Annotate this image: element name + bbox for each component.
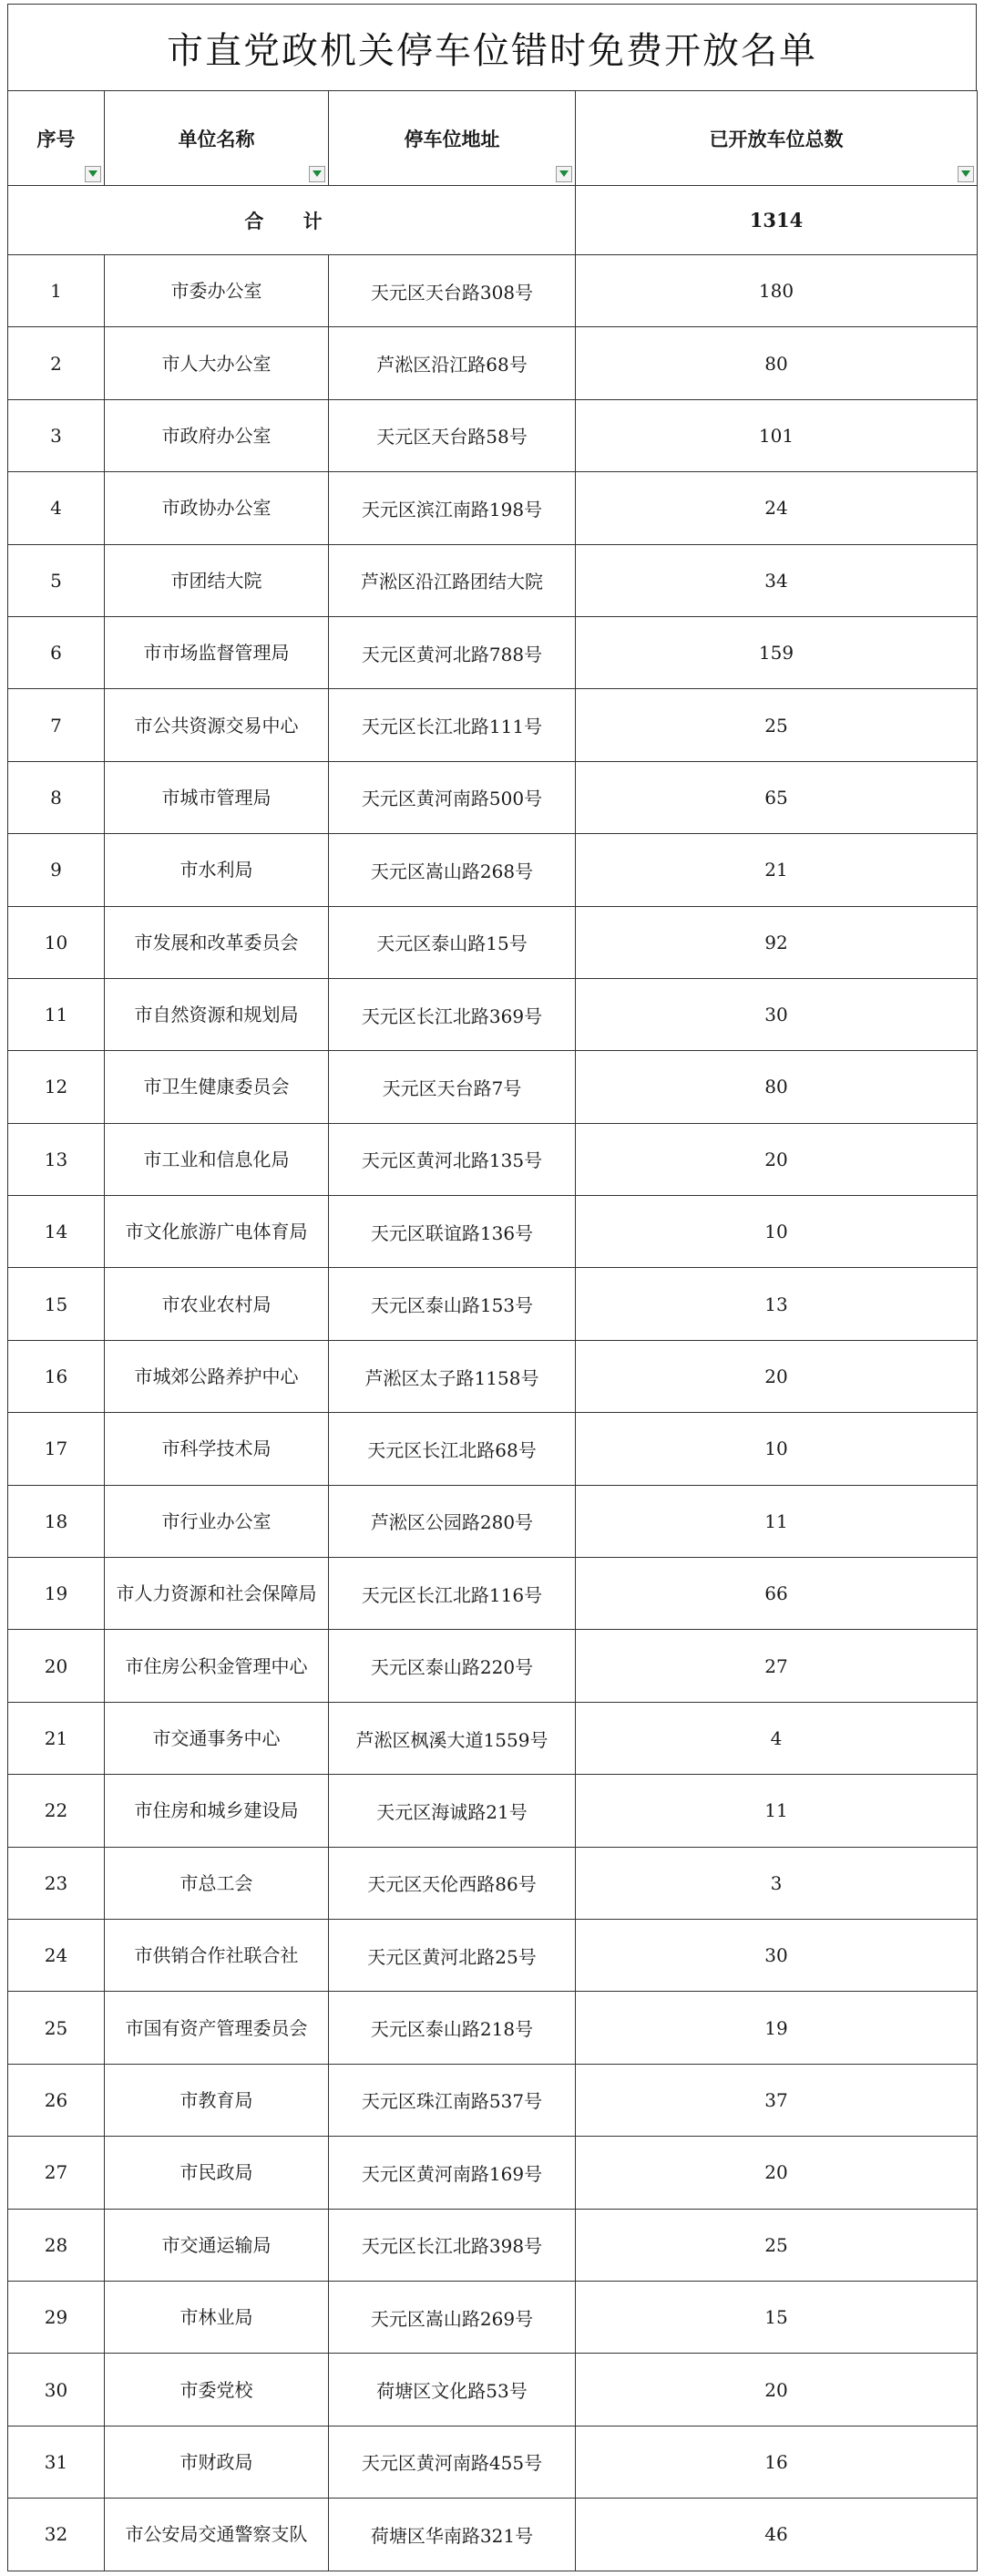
row-address: 天元区长江北路111号: [329, 689, 576, 761]
row-address: 天元区天伦西路86号: [329, 1847, 576, 1919]
row-unit: 市团结大院: [105, 544, 329, 616]
row-index: 29: [8, 2281, 105, 2353]
row-index: 1: [8, 255, 105, 327]
row-index: 10: [8, 906, 105, 978]
table-row: [8, 544, 978, 616]
header-total: [576, 91, 978, 186]
table-row: [8, 1413, 978, 1485]
header-address: [329, 91, 576, 186]
row-count: 30: [576, 1919, 978, 1991]
row-count: 180: [576, 255, 978, 327]
row-count: 10: [576, 1413, 978, 1485]
row-unit: 市住房和城乡建设局: [105, 1775, 329, 1847]
table-row: [8, 1775, 978, 1847]
row-unit: 市行业办公室: [105, 1485, 329, 1557]
row-unit: 市公共资源交易中心: [105, 689, 329, 761]
row-unit: 市住房公积金管理中心: [105, 1630, 329, 1702]
row-address: 天元区长江北路398号: [329, 2209, 576, 2281]
row-unit: 市政协办公室: [105, 472, 329, 544]
table-row: [8, 2064, 978, 2136]
row-index: 8: [8, 761, 105, 833]
table-row: [8, 1485, 978, 1557]
table-row: [8, 255, 978, 327]
table-row: [8, 2137, 978, 2209]
row-unit: 市交通运输局: [105, 2209, 329, 2281]
row-address: 芦淞区公园路280号: [329, 1485, 576, 1557]
row-address: 荷塘区华南路321号: [329, 2499, 576, 2571]
row-unit: 市科学技术局: [105, 1413, 329, 1485]
table-row: [8, 1702, 978, 1774]
row-index: 23: [8, 1847, 105, 1919]
header-unit-label: 单位名称: [178, 127, 255, 150]
row-index: 28: [8, 2209, 105, 2281]
row-address: 芦淞区枫溪大道1559号: [329, 1702, 576, 1774]
row-count: 11: [576, 1775, 978, 1847]
row-address: 天元区长江北路68号: [329, 1413, 576, 1485]
row-index: 9: [8, 834, 105, 906]
row-count: 25: [576, 689, 978, 761]
row-count: 101: [576, 399, 978, 471]
row-index: 15: [8, 1268, 105, 1340]
filter-dropdown-icon[interactable]: [309, 166, 325, 182]
row-index: 4: [8, 472, 105, 544]
row-count: 92: [576, 906, 978, 978]
table-row: [8, 834, 978, 906]
row-index: 5: [8, 544, 105, 616]
table-row: [8, 2499, 978, 2571]
row-address: 天元区黄河北路135号: [329, 1123, 576, 1195]
row-unit: 市水利局: [105, 834, 329, 906]
page-title: 市直党政机关停车位错时免费开放名单: [7, 4, 977, 90]
row-count: 24: [576, 472, 978, 544]
row-address: 芦淞区太子路1158号: [329, 1340, 576, 1412]
row-count: 16: [576, 2426, 978, 2498]
header-index: [8, 91, 105, 186]
row-address: 天元区泰山路15号: [329, 906, 576, 978]
row-count: 21: [576, 834, 978, 906]
row-index: 6: [8, 616, 105, 688]
row-index: 16: [8, 1340, 105, 1412]
row-index: 26: [8, 2064, 105, 2136]
filter-dropdown-icon[interactable]: [556, 166, 572, 182]
header-address-label: 停车位地址: [404, 127, 500, 150]
row-unit: 市文化旅游广电体育局: [105, 1196, 329, 1268]
row-count: 19: [576, 1992, 978, 2064]
row-address: 天元区珠江南路537号: [329, 2064, 576, 2136]
total-row: [8, 186, 978, 255]
row-address: 天元区天台路308号: [329, 255, 576, 327]
row-address: 天元区黄河北路788号: [329, 616, 576, 688]
row-count: 46: [576, 2499, 978, 2571]
filter-dropdown-icon[interactable]: [958, 166, 974, 182]
filter-dropdown-icon[interactable]: [85, 166, 101, 182]
row-unit: 市交通事务中心: [105, 1702, 329, 1774]
row-address: 天元区天台路58号: [329, 399, 576, 471]
row-count: 65: [576, 761, 978, 833]
row-unit: 市委办公室: [105, 255, 329, 327]
table-row: [8, 978, 978, 1050]
row-count: 20: [576, 1340, 978, 1412]
table-row: [8, 1123, 978, 1195]
header-index-label: 序号: [36, 127, 76, 150]
total-label: 合 计: [8, 186, 576, 255]
row-address: 天元区黄河北路25号: [329, 1919, 576, 1991]
row-index: 25: [8, 1992, 105, 2064]
row-count: 80: [576, 1051, 978, 1123]
row-count: 27: [576, 1630, 978, 1702]
row-index: 7: [8, 689, 105, 761]
row-index: 18: [8, 1485, 105, 1557]
row-index: 12: [8, 1051, 105, 1123]
table-row: [8, 399, 978, 471]
row-unit: 市城市管理局: [105, 761, 329, 833]
row-address: 天元区滨江南路198号: [329, 472, 576, 544]
row-address: 天元区天台路7号: [329, 1051, 576, 1123]
row-index: 20: [8, 1630, 105, 1702]
table-row: [8, 616, 978, 688]
row-index: 17: [8, 1413, 105, 1485]
row-index: 2: [8, 327, 105, 399]
row-address: 天元区泰山路220号: [329, 1630, 576, 1702]
row-count: 159: [576, 616, 978, 688]
row-count: 11: [576, 1485, 978, 1557]
row-count: 30: [576, 978, 978, 1050]
row-unit: 市总工会: [105, 1847, 329, 1919]
row-unit: 市卫生健康委员会: [105, 1051, 329, 1123]
row-address: 天元区长江北路116号: [329, 1558, 576, 1630]
row-index: 3: [8, 399, 105, 471]
row-index: 32: [8, 2499, 105, 2571]
row-count: 13: [576, 1268, 978, 1340]
row-unit: 市政府办公室: [105, 399, 329, 471]
table-row: [8, 1051, 978, 1123]
row-unit: 市自然资源和规划局: [105, 978, 329, 1050]
row-count: 66: [576, 1558, 978, 1630]
row-address: 天元区泰山路218号: [329, 1992, 576, 2064]
table-row: [8, 1340, 978, 1412]
row-count: 25: [576, 2209, 978, 2281]
table-row: [8, 1196, 978, 1268]
row-count: 20: [576, 2354, 978, 2426]
parking-table: [7, 90, 978, 2571]
row-address: 天元区长江北路369号: [329, 978, 576, 1050]
table-row: [8, 1268, 978, 1340]
row-count: 3: [576, 1847, 978, 1919]
table-row: [8, 472, 978, 544]
row-index: 19: [8, 1558, 105, 1630]
row-count: 80: [576, 327, 978, 399]
row-unit: 市发展和改革委员会: [105, 906, 329, 978]
row-unit: 市林业局: [105, 2281, 329, 2353]
table-row: [8, 1630, 978, 1702]
row-index: 11: [8, 978, 105, 1050]
table-row: [8, 1847, 978, 1919]
table-row: [8, 906, 978, 978]
row-unit: 市民政局: [105, 2137, 329, 2209]
row-address: 芦淞区沿江路68号: [329, 327, 576, 399]
header-unit: [105, 91, 329, 186]
table-row: [8, 689, 978, 761]
table-row: [8, 761, 978, 833]
row-unit: 市人大办公室: [105, 327, 329, 399]
table-row: [8, 1992, 978, 2064]
header-total-label: 已开放车位总数: [709, 127, 844, 150]
row-address: 天元区嵩山路268号: [329, 834, 576, 906]
table-row: [8, 2209, 978, 2281]
table-row: [8, 2426, 978, 2498]
row-unit: 市教育局: [105, 2064, 329, 2136]
row-address: 天元区黄河南路169号: [329, 2137, 576, 2209]
row-count: 20: [576, 1123, 978, 1195]
row-count: 34: [576, 544, 978, 616]
header-row: [8, 91, 978, 186]
row-unit: 市委党校: [105, 2354, 329, 2426]
row-address: 天元区泰山路153号: [329, 1268, 576, 1340]
row-unit: 市城郊公路养护中心: [105, 1340, 329, 1412]
row-index: 13: [8, 1123, 105, 1195]
total-value: 1314: [576, 186, 978, 255]
row-unit: 市市场监督管理局: [105, 616, 329, 688]
row-index: 30: [8, 2354, 105, 2426]
row-unit: 市农业农村局: [105, 1268, 329, 1340]
table-row: [8, 1919, 978, 1991]
row-address: 天元区黄河南路500号: [329, 761, 576, 833]
row-unit: 市国有资产管理委员会: [105, 1992, 329, 2064]
row-address: 荷塘区文化路53号: [329, 2354, 576, 2426]
row-index: 24: [8, 1919, 105, 1991]
row-count: 10: [576, 1196, 978, 1268]
row-unit: 市人力资源和社会保障局: [105, 1558, 329, 1630]
row-index: 22: [8, 1775, 105, 1847]
table-row: [8, 2354, 978, 2426]
row-index: 27: [8, 2137, 105, 2209]
row-count: 37: [576, 2064, 978, 2136]
row-count: 15: [576, 2281, 978, 2353]
row-address: 天元区海诚路21号: [329, 1775, 576, 1847]
table-row: [8, 2281, 978, 2353]
row-address: 天元区联谊路136号: [329, 1196, 576, 1268]
table-row: [8, 327, 978, 399]
row-unit: 市财政局: [105, 2426, 329, 2498]
spreadsheet: [7, 4, 977, 2569]
table-row: [8, 1558, 978, 1630]
row-unit: 市公安局交通警察支队: [105, 2499, 329, 2571]
row-index: 31: [8, 2426, 105, 2498]
row-index: 14: [8, 1196, 105, 1268]
row-count: 20: [576, 2137, 978, 2209]
row-address: 芦淞区沿江路团结大院: [329, 544, 576, 616]
row-address: 天元区嵩山路269号: [329, 2281, 576, 2353]
row-index: 21: [8, 1702, 105, 1774]
row-address: 天元区黄河南路455号: [329, 2426, 576, 2498]
row-unit: 市工业和信息化局: [105, 1123, 329, 1195]
row-count: 4: [576, 1702, 978, 1774]
row-unit: 市供销合作社联合社: [105, 1919, 329, 1991]
